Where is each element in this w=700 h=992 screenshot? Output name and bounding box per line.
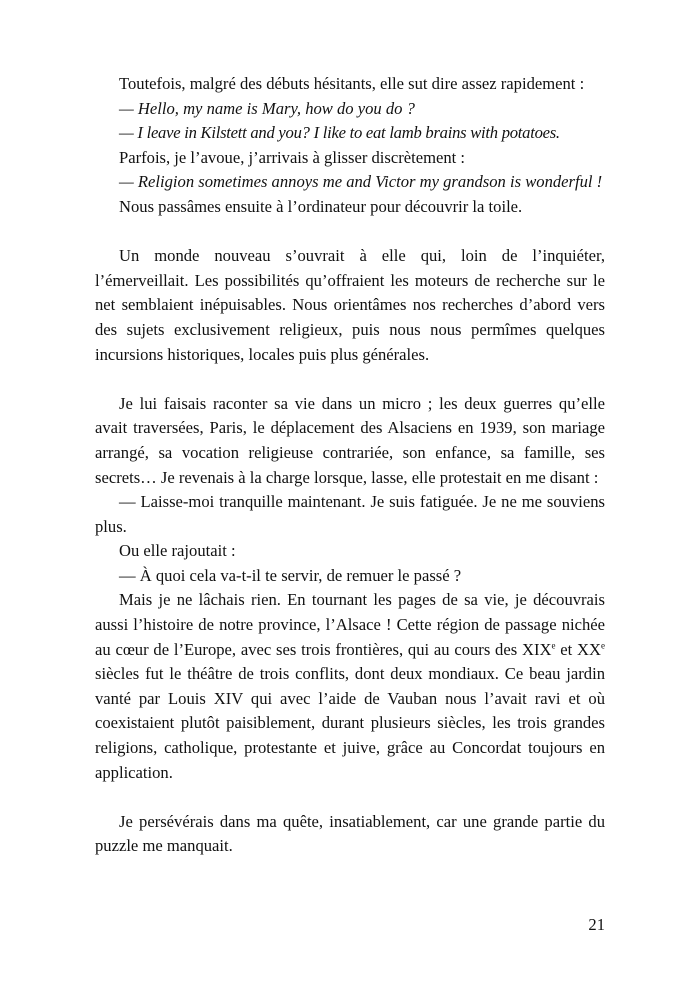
paragraph: Ou elle rajoutait : (119, 541, 236, 561)
dialogue-line: — Hello, my name is Mary, how do you do ? (119, 98, 415, 118)
dialogue-line: — I leave in Kilstett and you? I like to eat lamb brains with potatoes. (119, 123, 560, 143)
superscript: e (601, 640, 605, 651)
page-body (95, 72, 605, 859)
dialogue-line: — Laisse-moi tranquille maintenant. Je suis fatiguée. Je ne me souviens plus. (95, 492, 605, 536)
paragraph: Un monde nouveau s’ouvrait à elle qui, loin de l’inquiéter, l’émerveillait. Les possibilités qu’offraient les moteurs de recherche sur le net semblaient inépuisables. Nous orientâmes nos recherches d’abord vers des sujets exclusivement religieux, puis nous nous permîmes quelques incursions historiques, locales puis plus générales. (95, 246, 605, 364)
paragraph: Parfois, je l’avoue, j’arrivais à glisser discrètement : (119, 147, 466, 167)
paragraph: Nous passâmes ensuite à l’ordinateur pour découvrir la toile. (119, 196, 523, 216)
paragraph (95, 588, 605, 785)
dialogue-line: — À quoi cela va-t-il te servir, de remuer le passé ? (119, 565, 462, 585)
superscript: e (551, 640, 556, 651)
paragraph-text: siècles fut le théâtre de trois conflits, dont deux mondiaux. Ce beau jardin vanté par Louis XIV qui avec l’aide de Vauban nous l’avait ravi et où coexistaient plutôt paisiblement, durant plusieurs siècles, les trois grandes religions, catholique, protestante et juive, grâce au Concordat toujours en application. (95, 664, 605, 782)
paragraph: Je persévérais dans ma quête, insatiablement, car une grande partie du puzzle me manquait. (95, 811, 605, 856)
paragraph-text: Mais je ne lâchais rien. En tournant les pages de sa vie, je découvrais aussi l’histoire de notre province, l’Alsace ! Cette région de passage nichée au cœur de l’Europe, avec ses trois frontières, qui au cours des XIX (95, 590, 605, 659)
paragraph: Toutefois, malgré des débuts hésitants, elle sut dire assez rapidement : (119, 74, 585, 93)
paragraph-text: et XX (555, 639, 601, 659)
page-number: 21 (588, 915, 605, 934)
paragraph: Je lui faisais raconter sa vie dans un micro ; les deux guerres qu’elle avait traversées, Paris, le déplacement des Alsaciens en 1939, son mariage arrangé, sa vocation religieuse contrariée, son enfance, sa famille, ses secrets… Je revenais à la charge lorsque, lasse, elle protestait en me disant : (95, 393, 605, 487)
dialogue-line: — Religion sometimes annoys me and Victor my grandson is wonderful ! (119, 172, 603, 192)
